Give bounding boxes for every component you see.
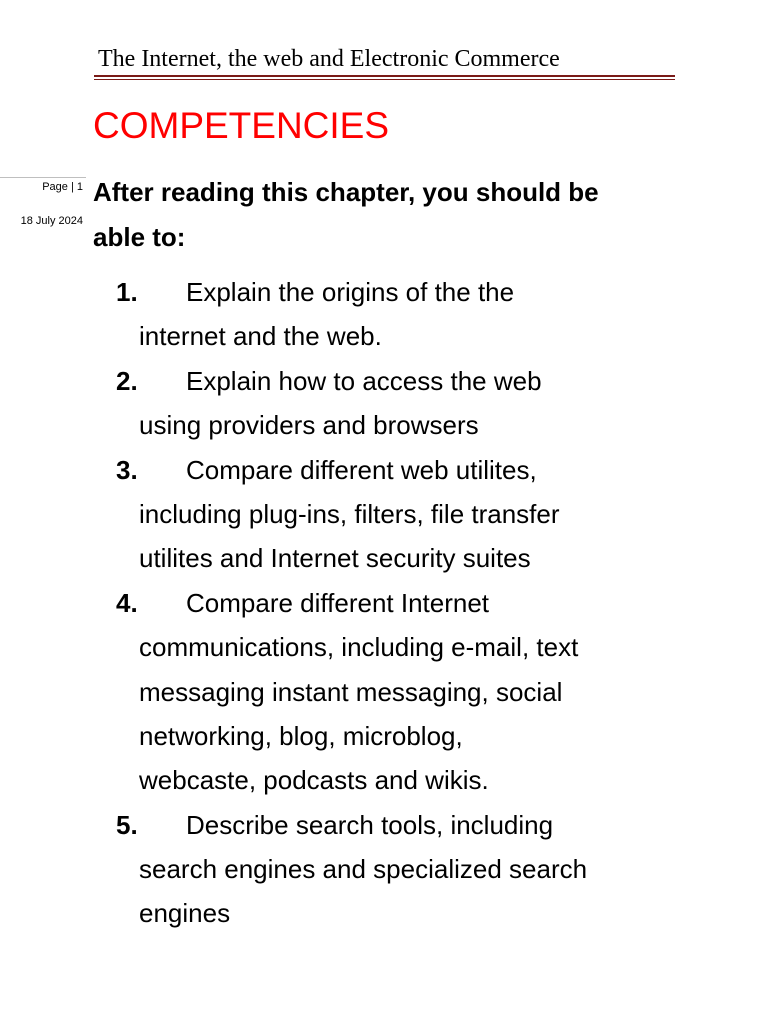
- item-text: Describe search tools, including: [186, 809, 554, 840]
- item-text: Compare different web utilites,: [186, 454, 537, 485]
- item-text: search engines and specialized search: [139, 854, 588, 885]
- item-text: messaging instant messaging, social: [139, 676, 563, 707]
- page-number: Page | 1: [42, 181, 83, 193]
- page-date: 18 July 2024: [20, 215, 83, 227]
- item-text: Explain how to access the web: [186, 365, 542, 396]
- item-text: using providers and browsers: [139, 410, 479, 441]
- item-number: 4.: [116, 587, 138, 618]
- item-number: 1.: [116, 277, 138, 307]
- competency-item: [0, 270, 768, 359]
- item-text: engines: [139, 898, 231, 929]
- item-text: webcaste, podcasts and wikis.: [139, 765, 489, 796]
- section-heading: COMPETENCIES: [93, 105, 390, 146]
- header-rule: [94, 75, 675, 77]
- competency-list: [0, 270, 768, 936]
- margin-divider: [0, 177, 86, 178]
- item-text: Compare different Internet: [186, 587, 490, 618]
- intro-paragraph: [93, 170, 683, 260]
- item-text: internet and the web.: [139, 321, 382, 352]
- item-text: networking, blog, microblog,: [139, 720, 463, 751]
- competency-item: [0, 803, 768, 936]
- item-text: communications, including e-mail, text: [139, 632, 579, 663]
- header-rule-secondary: [94, 79, 675, 80]
- item-text: Explain the origins of the the: [186, 277, 515, 307]
- item-text: including plug-ins, filters, file transfer: [139, 498, 560, 529]
- item-number: 3.: [116, 454, 138, 485]
- competency-item: [0, 448, 768, 581]
- intro-line: able to:: [93, 222, 186, 252]
- competency-item: [0, 581, 768, 803]
- intro-line: After reading this chapter, you should be: [93, 177, 599, 207]
- competency-item: [0, 359, 768, 448]
- item-number: 2.: [116, 365, 138, 396]
- header-title: The Internet, the web and Electronic Commerce: [98, 46, 560, 72]
- item-text: utilites and Internet security suites: [139, 543, 531, 574]
- item-number: 5.: [116, 809, 138, 840]
